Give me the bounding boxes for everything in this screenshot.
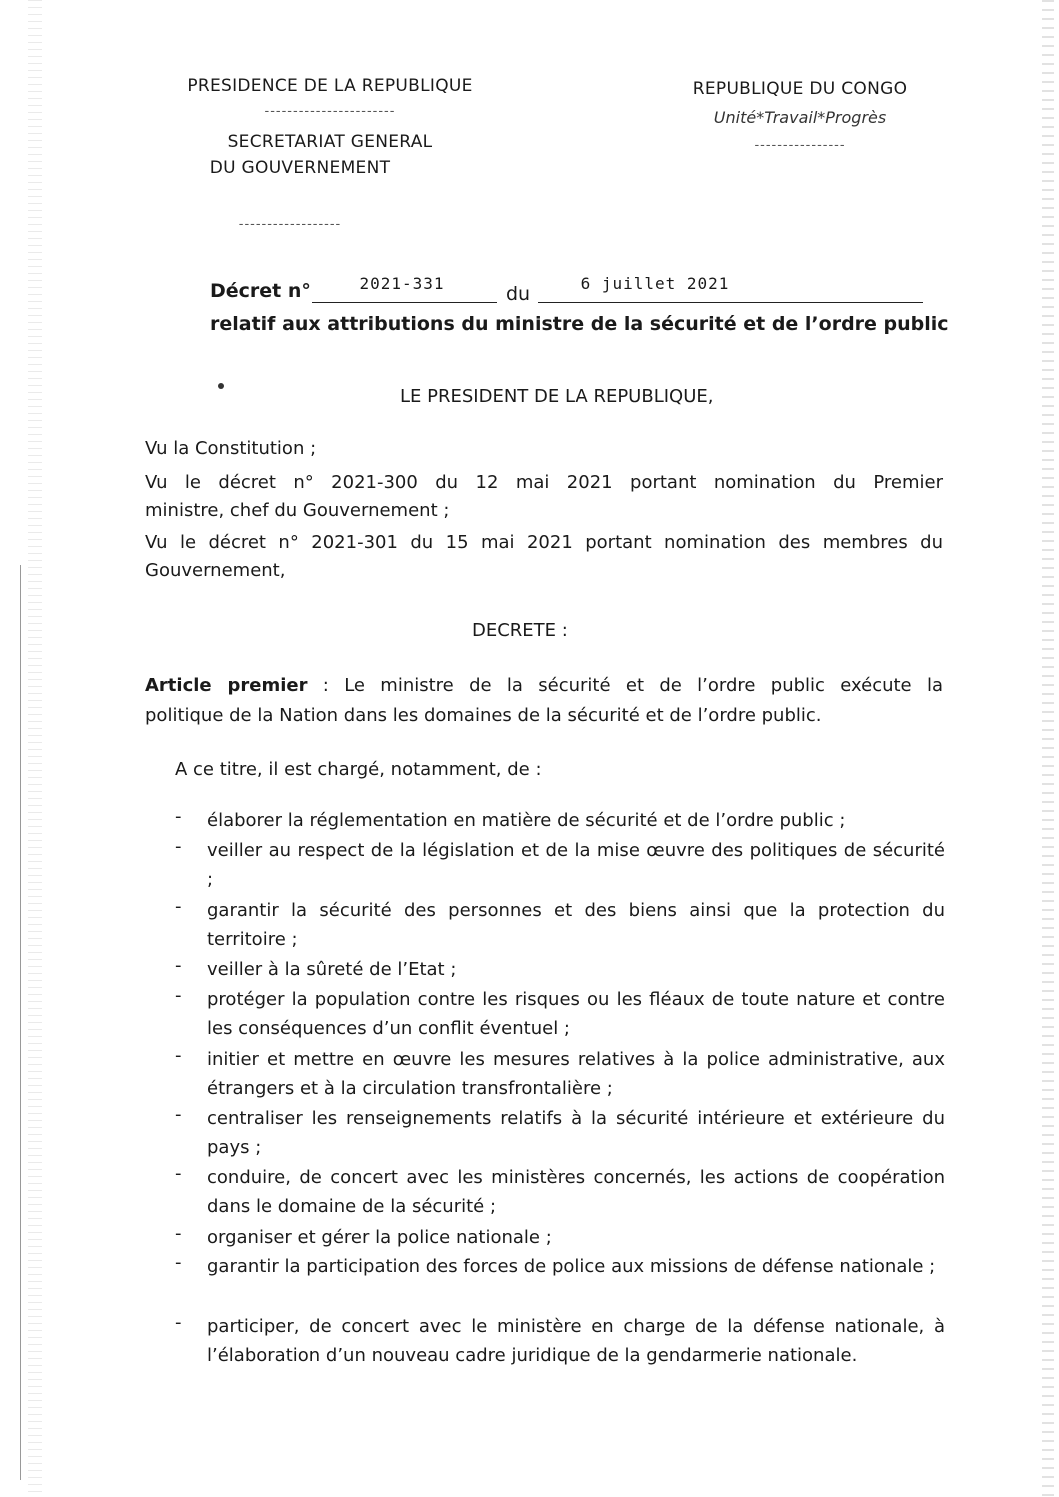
decree-subject: relatif aux attributions du ministre de la sécurité et de l’ordre public bbox=[210, 313, 949, 335]
decree-label: Décret n° bbox=[210, 280, 311, 302]
header-gouvernement: DU GOUVERNEMENT bbox=[209, 158, 391, 178]
vu-decret-2-line1: Vu le décret n° 2021-301 du 15 mai 2021 portant nomination des membres du bbox=[145, 532, 943, 553]
list-dash: - bbox=[175, 1104, 182, 1125]
decree-du-label: du bbox=[506, 283, 531, 305]
header-republique: REPUBLIQUE DU CONGO bbox=[692, 79, 908, 99]
list-item: garantir la participation des forces de police aux missions de défense nationale ; bbox=[207, 1256, 936, 1277]
list-dash: - bbox=[175, 985, 182, 1006]
list-dash: - bbox=[175, 896, 182, 917]
header-motto: Unité*Travail*Progrès bbox=[713, 108, 887, 127]
list-item: participer, de concert avec le ministère en charge de la défense nationale, à l’élaboration d’un nouveau cadre juridique de la gendarmerie nationale. bbox=[207, 1316, 945, 1366]
scan-edge-left bbox=[28, 0, 42, 1497]
stray-dot bbox=[218, 383, 224, 389]
vu-decret-2-line2: Gouvernement, bbox=[145, 560, 286, 581]
vu-decret-1-line2: ministre, chef du Gouvernement ; bbox=[145, 500, 450, 521]
list-item: conduire, de concert avec les ministères concernés, les actions de coopération dans le domaine de la sécurité ; bbox=[207, 1167, 945, 1217]
list-dash: - bbox=[175, 836, 182, 857]
decree-date-underline bbox=[538, 302, 923, 303]
article-label: Article premier bbox=[145, 675, 308, 696]
list-dash: - bbox=[175, 1252, 182, 1273]
list-item: veiller au respect de la législation et de la mise œuvre des politiques de sécurité ; bbox=[207, 840, 945, 890]
list-item: élaborer la réglementation en matière de sécurité et de l’ordre public ; bbox=[207, 810, 846, 831]
list-item: centraliser les renseignements relatifs à la sécurité intérieure et extérieure du pays ; bbox=[207, 1108, 945, 1158]
list-dash: - bbox=[175, 1312, 182, 1333]
header-divider: ------------------ bbox=[238, 217, 342, 232]
scan-edge-right bbox=[1042, 0, 1054, 1497]
president-heading: LE PRESIDENT DE LA REPUBLIQUE, bbox=[400, 386, 714, 407]
decrete-heading: DECRETE : bbox=[472, 620, 568, 641]
list-dash: - bbox=[175, 1163, 182, 1184]
header-secretariat: SECRETARIAT GENERAL bbox=[227, 132, 433, 152]
list-dash: - bbox=[175, 806, 182, 827]
list-dash: - bbox=[175, 1223, 182, 1244]
list-item: initier et mettre en œuvre les mesures relatives à la police administrative, aux étrangers et à la circulation transfrontalière ; bbox=[207, 1049, 945, 1099]
list-dash: - bbox=[175, 1045, 182, 1066]
list-item: garantir la sécurité des personnes et des biens ainsi que la protection du territoire ; bbox=[207, 900, 945, 950]
header-divider: ----------------------- bbox=[264, 104, 396, 119]
article-premier-line1 bbox=[145, 672, 943, 700]
list-item: organiser et gérer la police nationale ; bbox=[207, 1227, 552, 1248]
article-intro: A ce titre, il est chargé, notamment, de : bbox=[175, 759, 542, 780]
header-divider: ---------------- bbox=[754, 138, 846, 153]
list-item: veiller à la sûreté de l’Etat ; bbox=[207, 959, 457, 980]
list-dash: - bbox=[175, 955, 182, 976]
vu-constitution: Vu la Constitution ; bbox=[145, 438, 317, 459]
decree-number: 2021-331 bbox=[359, 274, 445, 293]
article-text: : Le ministre de la sécurité et de l’ordre public exécute la bbox=[307, 675, 943, 696]
list-item: protéger la population contre les risques ou les fléaux de toute nature et contre les conséquences d’un conflit éventuel ; bbox=[207, 989, 945, 1039]
scan-margin-line bbox=[20, 565, 21, 1480]
decree-number-underline bbox=[312, 302, 497, 303]
article-premier-line2: politique de la Nation dans les domaines de la sécurité et de l’ordre public. bbox=[145, 705, 822, 726]
header-presidence: PRESIDENCE DE LA REPUBLIQUE bbox=[187, 76, 473, 96]
vu-decret-1-line1: Vu le décret n° 2021-300 du 12 mai 2021 portant nomination du Premier bbox=[145, 472, 943, 493]
decree-date: 6 juillet 2021 bbox=[580, 274, 730, 293]
